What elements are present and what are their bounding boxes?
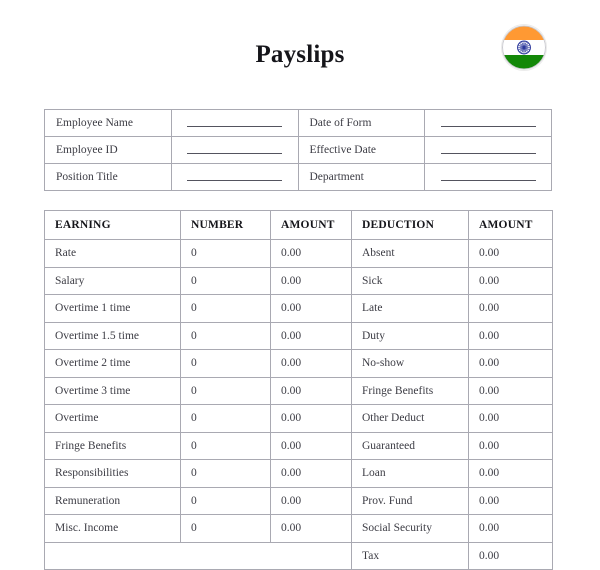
earning-amount-cell[interactable]: 0.00: [271, 515, 352, 543]
position-title-field[interactable]: [171, 164, 298, 191]
deduction-cell[interactable]: Tax: [352, 542, 469, 570]
blank-line: [441, 180, 536, 181]
column-header-deduction-amount: AMOUNT: [469, 211, 553, 240]
number-cell[interactable]: 0: [181, 240, 271, 268]
position-title-label: Position Title: [45, 164, 172, 191]
deduction-cell[interactable]: Sick: [352, 267, 469, 295]
blank-line: [441, 153, 536, 154]
blank-line: [187, 153, 282, 154]
deduction-cell[interactable]: Fringe Benefits: [352, 377, 469, 405]
column-header-earning-amount: AMOUNT: [271, 211, 352, 240]
deduction-amount-cell[interactable]: 0.00: [469, 515, 553, 543]
earning-amount-cell[interactable]: 0.00: [271, 405, 352, 433]
effective-date-label: Effective Date: [298, 137, 425, 164]
earning-amount-cell[interactable]: 0.00: [271, 322, 352, 350]
table-row: [45, 460, 553, 488]
deduction-cell[interactable]: Duty: [352, 322, 469, 350]
blank-line: [441, 126, 536, 127]
number-cell[interactable]: 0: [181, 432, 271, 460]
deduction-cell[interactable]: Prov. Fund: [352, 487, 469, 515]
deduction-amount-cell[interactable]: 0.00: [469, 240, 553, 268]
earning-amount-cell[interactable]: 0.00: [271, 377, 352, 405]
table-row: [45, 240, 553, 268]
deduction-cell[interactable]: No-show: [352, 350, 469, 378]
deduction-amount-cell[interactable]: 0.00: [469, 377, 553, 405]
table-row: [45, 515, 553, 543]
earning-cell[interactable]: Overtime 3 time: [45, 377, 181, 405]
column-header-number: NUMBER: [181, 211, 271, 240]
table-row: [45, 137, 552, 164]
number-cell[interactable]: 0: [181, 322, 271, 350]
earning-cell[interactable]: Fringe Benefits: [45, 432, 181, 460]
blank-line: [187, 180, 282, 181]
table-row: [45, 405, 553, 433]
india-flag-icon: [502, 25, 546, 70]
deduction-amount-cell[interactable]: 0.00: [469, 487, 553, 515]
number-cell[interactable]: 0: [181, 350, 271, 378]
earning-cell[interactable]: Salary: [45, 267, 181, 295]
payroll-table: [44, 210, 553, 570]
deduction-amount-cell[interactable]: 0.00: [469, 460, 553, 488]
number-cell[interactable]: 0: [181, 515, 271, 543]
column-header-earning: EARNING: [45, 211, 181, 240]
effective-date-field[interactable]: [425, 137, 552, 164]
deduction-amount-cell[interactable]: 0.00: [469, 322, 553, 350]
earning-cell[interactable]: Misc. Income: [45, 515, 181, 543]
table-row: [45, 432, 553, 460]
number-cell[interactable]: 0: [181, 460, 271, 488]
page-title: Payslips: [255, 41, 345, 68]
number-cell[interactable]: 0: [181, 295, 271, 323]
deduction-cell[interactable]: Loan: [352, 460, 469, 488]
earning-amount-cell[interactable]: 0.00: [271, 240, 352, 268]
deduction-cell[interactable]: Late: [352, 295, 469, 323]
table-row: [45, 487, 553, 515]
table-row: [45, 350, 553, 378]
deduction-amount-cell[interactable]: 0.00: [469, 295, 553, 323]
table-row-final: [45, 542, 553, 570]
date-of-form-field[interactable]: [425, 110, 552, 137]
earning-empty-cell: [45, 542, 352, 570]
deduction-amount-cell[interactable]: 0.00: [469, 542, 553, 570]
deduction-cell[interactable]: Other Deduct: [352, 405, 469, 433]
table-row: [45, 322, 553, 350]
employee-name-label: Employee Name: [45, 110, 172, 137]
deduction-cell[interactable]: Social Security: [352, 515, 469, 543]
table-row: [45, 267, 553, 295]
page-header: [0, 0, 600, 96]
earning-amount-cell[interactable]: 0.00: [271, 295, 352, 323]
employee-info-table: [44, 109, 552, 191]
earning-amount-cell[interactable]: 0.00: [271, 432, 352, 460]
employee-id-label: Employee ID: [45, 137, 172, 164]
department-label: Department: [298, 164, 425, 191]
deduction-amount-cell[interactable]: 0.00: [469, 350, 553, 378]
earning-cell[interactable]: Overtime 1 time: [45, 295, 181, 323]
date-of-form-label: Date of Form: [298, 110, 425, 137]
earning-cell[interactable]: Remuneration: [45, 487, 181, 515]
earning-cell[interactable]: Rate: [45, 240, 181, 268]
number-cell[interactable]: 0: [181, 487, 271, 515]
deduction-cell[interactable]: Absent: [352, 240, 469, 268]
earning-cell[interactable]: Overtime 2 time: [45, 350, 181, 378]
table-row: [45, 377, 553, 405]
number-cell[interactable]: 0: [181, 267, 271, 295]
deduction-cell[interactable]: Guaranteed: [352, 432, 469, 460]
earning-cell[interactable]: Responsibilities: [45, 460, 181, 488]
earning-amount-cell[interactable]: 0.00: [271, 460, 352, 488]
table-row: [45, 164, 552, 191]
column-header-deduction: DEDUCTION: [352, 211, 469, 240]
employee-name-field[interactable]: [171, 110, 298, 137]
deduction-amount-cell[interactable]: 0.00: [469, 405, 553, 433]
table-row: [45, 110, 552, 137]
deduction-amount-cell[interactable]: 0.00: [469, 267, 553, 295]
earning-cell[interactable]: Overtime: [45, 405, 181, 433]
earning-cell[interactable]: Overtime 1.5 time: [45, 322, 181, 350]
earning-amount-cell[interactable]: 0.00: [271, 350, 352, 378]
earning-amount-cell[interactable]: 0.00: [271, 487, 352, 515]
table-row: [45, 295, 553, 323]
earning-amount-cell[interactable]: 0.00: [271, 267, 352, 295]
employee-id-field[interactable]: [171, 137, 298, 164]
blank-line: [187, 126, 282, 127]
department-field[interactable]: [425, 164, 552, 191]
number-cell[interactable]: 0: [181, 377, 271, 405]
table-header-row: [45, 211, 553, 240]
deduction-amount-cell[interactable]: 0.00: [469, 432, 553, 460]
number-cell[interactable]: 0: [181, 405, 271, 433]
